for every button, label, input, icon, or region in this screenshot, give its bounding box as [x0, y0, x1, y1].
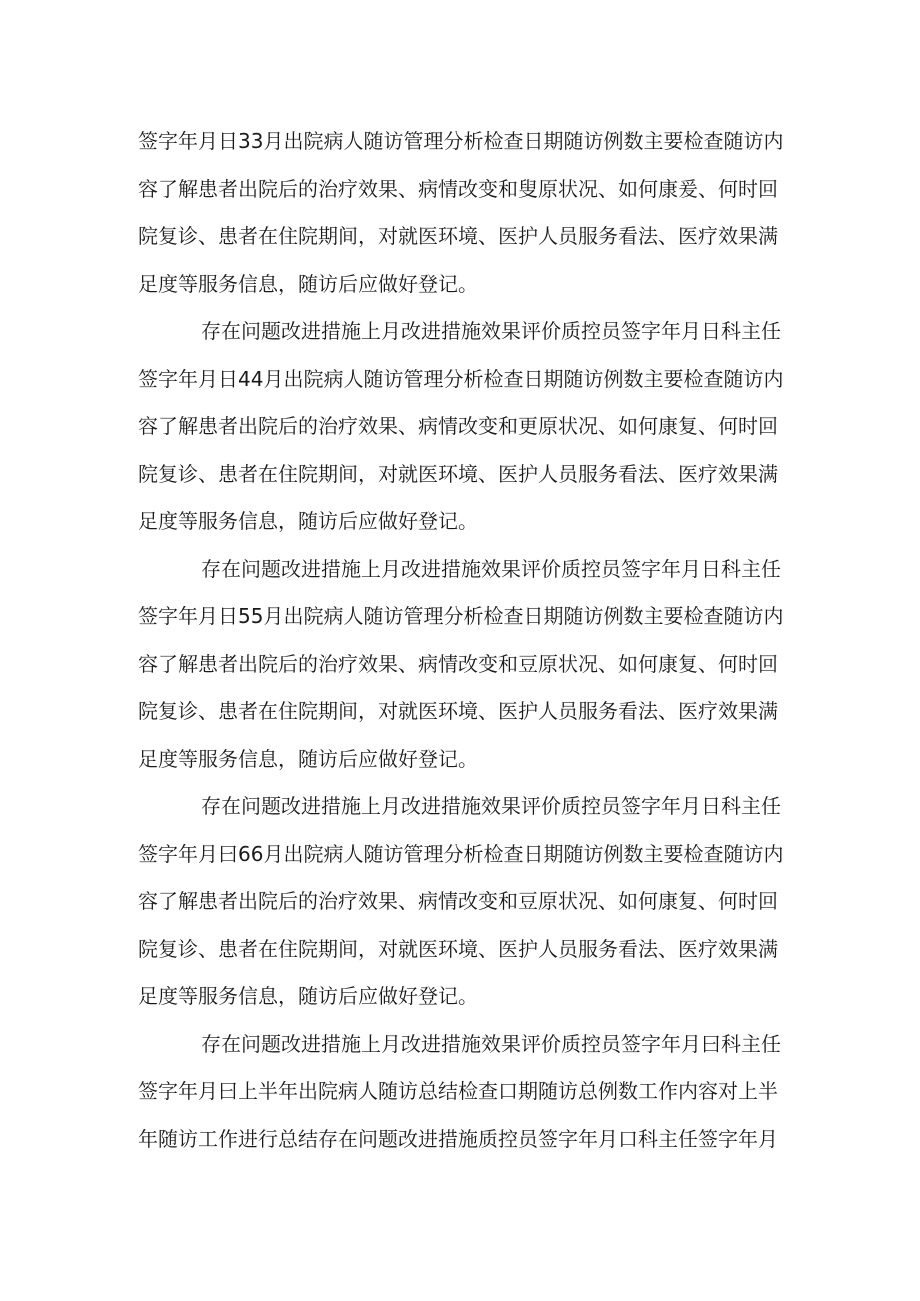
text-line: 签字年月日33月出院病人随访管理分析检查日期随访例数主要检查随访内	[138, 129, 784, 153]
paragraph-first-line: 存在问题改进措施上月改进措施效果评价质控员签字年月日科主任	[201, 794, 781, 818]
paragraph-first-line: 存在问题改进措施上月改进措施效果评价质控员签字年月日科主任	[201, 556, 781, 581]
text-line: 院复诊、患者在住院期间，对就医环境、医护人员服务看法、医疗效果满	[138, 461, 778, 486]
text-line: 签字年月曰上半年出院病人随访总结检查口期随访总例数工作内容对上半	[138, 1079, 778, 1103]
text-line: 容了解患者出院后的治疗效果、病情改变和更原状况、如何康复、何时回	[138, 414, 778, 438]
text-line: 年随访工作进行总结存在问题改进措施质控员签字年月口科主任签字年月	[138, 1126, 778, 1151]
text-line: 院复诊、患者在住院期间，对就医环境、医护人员服务看法、医疗效果满	[138, 699, 778, 723]
text-line: 足度等服务信息，随访后应做好登记。	[138, 271, 478, 296]
text-line: 容了解患者出院后的治疗效果、病情改变和豆原状况、如何康复、何时回	[138, 889, 778, 913]
text-line: 容了解患者出院后的治疗效果、病情改变和豆原状况、如何康复、何时回	[138, 651, 778, 676]
text-line: 容了解患者出院后的治疗效果、病情改变和叟原状况、如何康爰、何时回	[138, 176, 778, 201]
text-line: 签字年月日55月出院病人随访管理分析检查日期随访例数主要检查随访内	[138, 604, 784, 628]
text-line: 院复诊、患者在住院期间，对就医环境、医护人员服务看法、医疗效果满	[138, 936, 778, 961]
text-line: 足度等服务信息，随访后应做好登记。	[138, 984, 478, 1008]
document-body	[138, 118, 788, 1163]
text-line: 足度等服务信息，随访后应做好登记。	[138, 509, 478, 533]
text-line: 签字年月曰66月出院病人随访管理分析检查日期随访例数主要检查随访内	[138, 841, 784, 866]
paragraph-first-line: 存在问题改进措施上月改进措施效果评价质控员签字年月曰科主任	[201, 1031, 781, 1056]
text-line: 院复诊、患者在住院期间，对就医环境、医护人员服务看法、医疗效果满	[138, 224, 778, 248]
paragraph-first-line: 存在问题改进措施上月改进措施效果评价质控员签字年月日科主任	[201, 319, 781, 343]
text-line: 足度等服务信息，随访后应做好登记。	[138, 746, 478, 771]
text-line: 签字年月日44月出院病人随访管理分析检查日期随访例数主要检查随访内	[138, 366, 784, 391]
